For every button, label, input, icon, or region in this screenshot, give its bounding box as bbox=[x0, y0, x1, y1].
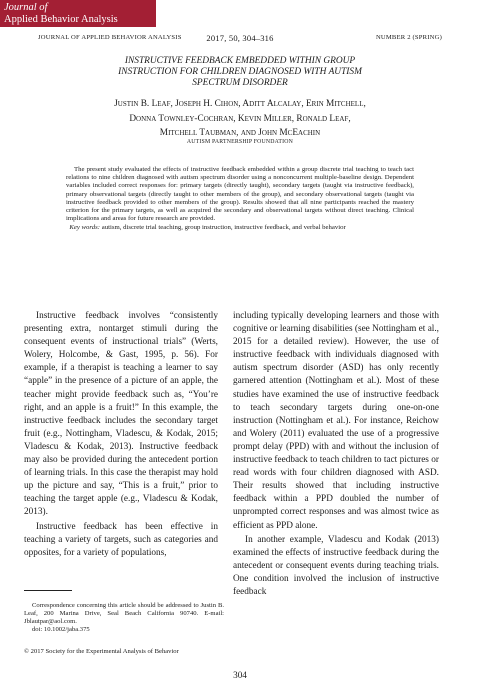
abstract bbox=[66, 166, 414, 233]
journal-banner bbox=[0, 0, 156, 27]
body-column-right bbox=[233, 310, 439, 599]
keywords-label: Key words: bbox=[69, 224, 101, 232]
author-line-2: Donna Townley-Cochran, Kevin Miller, Ronald Leaf, bbox=[129, 113, 351, 124]
footnote-doi: doi: 10.1002/jaba.375 bbox=[32, 626, 90, 634]
body-paragraph: Instructive feedback involves “consistently presenting extra, nontarget stimuli during the consequent events of instructional trials” (Werts, Wolery, Holcombe, & Gast, 1995, p. 56). For example, if a therapist is teaching a learner to say “apple” in the presence of a picture of an apple, the teacher might provide feedback such as, “You’re right, and an apple is a fruit!” In this example, the instructive feedback includes the secondary target fruit (e.g., Nottingham, Vladescu, & Kodak, 2015; Vladescu & Kodak, 2013). Instructive feedback may also be provided during the antecedent portion of learning trials. In this case the therapist may hold up the picture and say, “This is a fruit,” prior to teaching the target apple (e.g., Vladescu & Kodak, 2013). bbox=[24, 311, 218, 518]
title-line-2: INSTRUCTION FOR CHILDREN DIAGNOSED WITH AUTISM bbox=[118, 67, 362, 78]
body-paragraph: including typically developing learners and those with cognitive or learning disabilities (see Nottingham et al., 2015 for a detailed review). However, the use of instructive feedback with individuals diagnosed with autism spectrum disorder (ASD) has only recently garnered attention (Nottingham et al.). Most of these studies have examined the use of instructive feedback to teach secondary targets during one-on-one instruction (Nottingham et al.). For instance, Reichow and Wolery (2011) evaluated the use of a progressive prompt delay (PPD) with and without the inclusion of instructive feedback to teach children to tact pictures or read words with four children diagnosed with ASD. Their results showed that including instructive feedback within a PPD doubled the number of unprompted correct responses and was almost twice as efficient as PPD alone. bbox=[233, 311, 439, 531]
journal-banner-line1: Journal of bbox=[4, 2, 48, 13]
body-column-left bbox=[24, 310, 218, 560]
footnote-divider bbox=[24, 590, 72, 591]
body-paragraph: Instructive feedback has been effective in teaching a variety of targets, such as categories and opposites, for a variety of populations, bbox=[24, 521, 218, 558]
page-number: 304 bbox=[233, 670, 247, 680]
author-line-3: Mitchell Taubman, and John McEachin bbox=[159, 128, 321, 138]
affiliation: AUTISM PARTNERSHIP FOUNDATION bbox=[186, 139, 294, 145]
author-list bbox=[50, 97, 430, 141]
title-line-1: INSTRUCTIVE FEEDBACK EMBEDDED WITHIN GROUP bbox=[124, 56, 356, 66]
title-line-3: SPECTRUM DISORDER bbox=[192, 78, 288, 89]
author-line-1: Justin B. Leaf, Joseph H. Cihon, Aditt Alcalay, Erin Mitchell, bbox=[114, 99, 366, 109]
running-head-volume: 2017, 50, 304–316 bbox=[206, 33, 274, 43]
footnote-correspondence: Correspondence concerning this article should be addressed to Justin B. Leaf, 200 Marina Drive, Seal Beach California 90740. E-mail: Jblautpar@aol.com. bbox=[24, 602, 224, 626]
running-head-issue: NUMBER 2 (SPRING) bbox=[375, 34, 442, 41]
footnote bbox=[24, 602, 224, 634]
keywords bbox=[66, 224, 414, 232]
keywords-text: autism, discrete trial teaching, group instruction, instructive feedback, and verbal behavior bbox=[101, 224, 346, 232]
abstract-text: The present study evaluated the effects of instructive feedback embedded within a group discrete trial teaching to teach tact relations to nine children diagnosed with autism spectrum disorder using a nonconcurrent multiple-baseline design. Dependent variables included correct responses for: primary targets (directly taught), secondary targets (taught via instructive feedback), primary observational targets (directly taught to other members of the group), and secondary observational targets (taught via instructive feedback provided to other members of the group). Results showed that all nine participants reached the mastery criterion for the primary targets, as well as acquired the secondary and observational targets without direct teaching. Clinical implications and areas for future research are provided. bbox=[66, 166, 414, 223]
running-head bbox=[38, 34, 442, 44]
body-paragraph: In another example, Vladescu and Kodak (2013) examined the effects of instructive feedback during the antecedent or consequent events during teaching trials. One condition involved the inclusion of instructive feedback bbox=[233, 534, 439, 597]
journal-banner-line2: Applied Behavior Analysis bbox=[4, 13, 118, 25]
copyright-notice: © 2017 Society for the Experimental Analysis of Behavior bbox=[24, 648, 179, 655]
article-title bbox=[60, 56, 420, 90]
running-head-journal: JOURNAL OF APPLIED BEHAVIOR ANALYSIS bbox=[38, 34, 182, 41]
